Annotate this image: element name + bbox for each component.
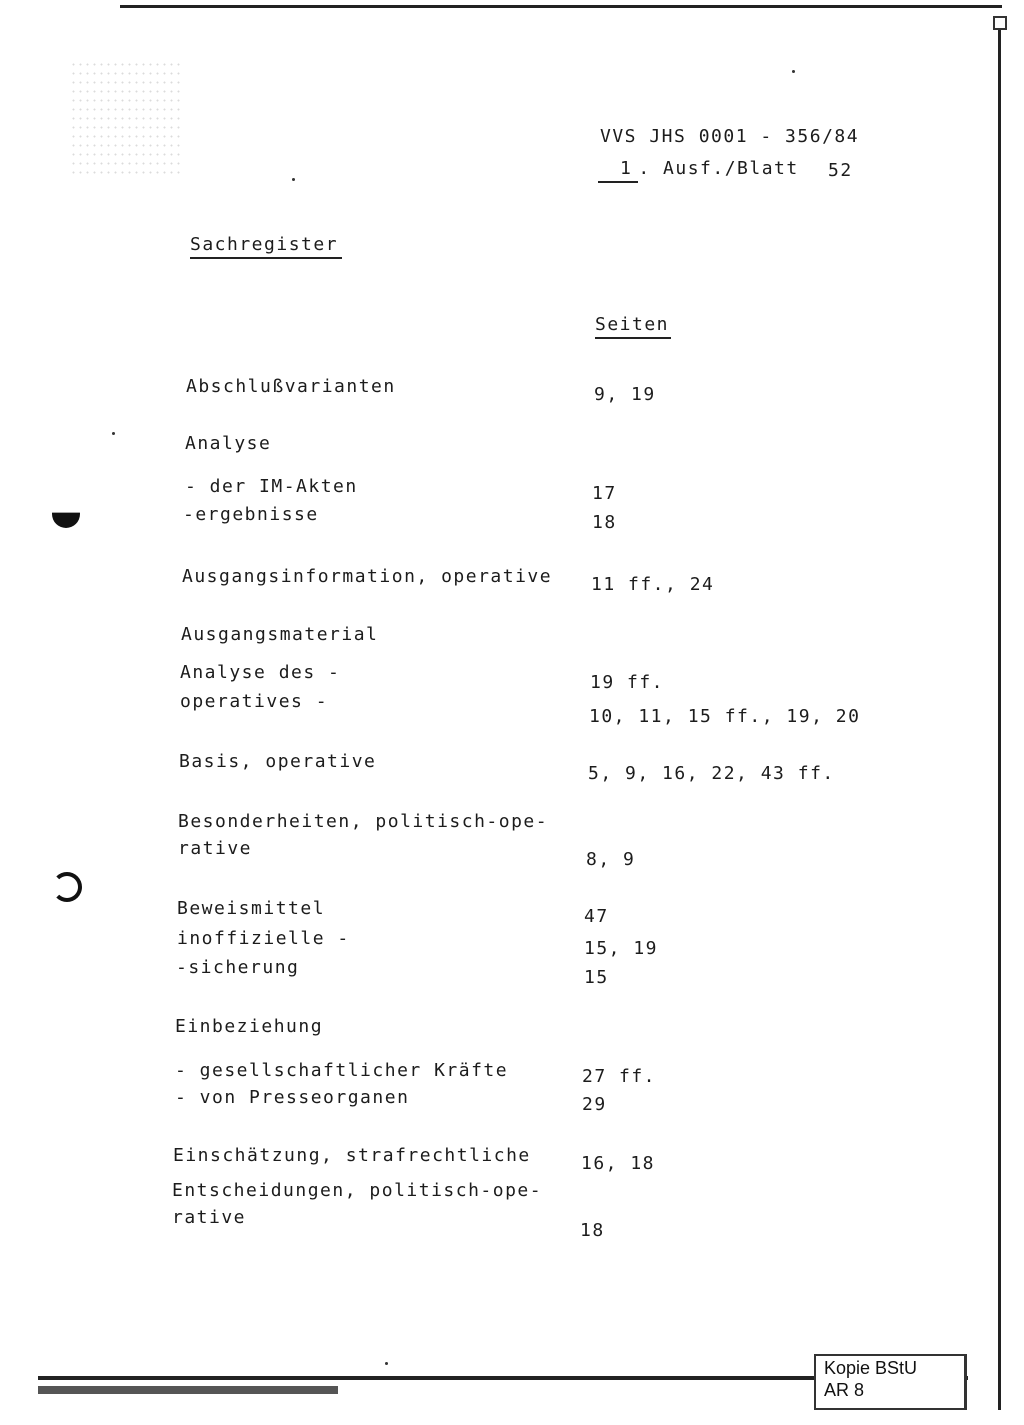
pages-column-heading: Seiten [595,314,671,339]
scan-speck [792,70,795,73]
index-pages: 18 [580,1220,605,1241]
scan-noise [70,60,180,180]
copy-label: . Ausf./Blatt [638,158,799,179]
index-pages: 27 ff. [582,1066,657,1087]
punch-hole-icon [52,872,82,902]
index-pages: 19 ff. [590,672,665,693]
index-term: inoffizielle - [177,928,350,949]
page-border-bottom-shadow [38,1386,338,1394]
index-term: operatives - [180,691,329,712]
index-pages: 8, 9 [586,849,636,870]
index-pages: 16, 18 [581,1153,656,1174]
index-pages: 17 [592,483,617,504]
index-term: - der IM-Akten [185,476,358,497]
stamp-line-2: AR 8 [824,1380,865,1400]
index-term: rative [178,838,253,859]
stamp-line-1: Kopie BStU [824,1358,918,1378]
index-pages: 15 [584,967,609,988]
index-term: Analyse [185,433,272,454]
index-pages: 10, 11, 15 ff., 19, 20 [589,706,861,727]
index-term: Basis, operative [179,751,377,772]
index-term: rative [172,1207,247,1228]
index-term: Einschätzung, strafrechtliche [173,1145,531,1166]
index-term: Besonderheiten, politisch-ope- [178,811,549,832]
index-pages: 15, 19 [584,938,659,959]
index-term: Einbeziehung [175,1016,324,1037]
page-border-right [998,20,1001,1410]
corner-mark [993,16,1007,30]
index-pages: 18 [592,512,617,533]
punch-hole-icon [52,500,80,528]
page-border-top [120,5,1002,8]
scan-speck [292,178,295,181]
document-reference: VVS JHS 0001 - 356/84 [600,126,860,147]
index-term: Beweismittel [177,898,326,919]
index-pages: 47 [584,906,609,927]
archive-stamp [814,1354,967,1410]
index-term: - von Presseorganen [175,1087,410,1108]
scan-speck [112,432,115,435]
index-term: Entscheidungen, politisch-ope- [172,1180,543,1201]
copy-line [598,158,799,179]
index-pages: 5, 9, 16, 22, 43 ff. [588,763,835,784]
index-term: -sicherung [176,957,300,978]
scan-speck [385,1362,388,1365]
index-term: Analyse des - [180,662,341,683]
page-title: Sachregister [190,234,342,259]
index-term: -ergebnisse [183,504,319,525]
sheet-number: 52 [828,160,853,181]
index-pages: 29 [582,1094,607,1115]
index-pages: 11 ff., 24 [591,574,715,595]
copy-number: 1 [598,158,638,183]
index-term: - gesellschaftlicher Kräfte [175,1060,509,1081]
index-pages: 9, 19 [594,384,656,405]
index-term: Ausgangsinformation, operative [182,566,553,587]
index-term: Abschlußvarianten [186,376,396,397]
index-term: Ausgangsmaterial [181,624,379,645]
